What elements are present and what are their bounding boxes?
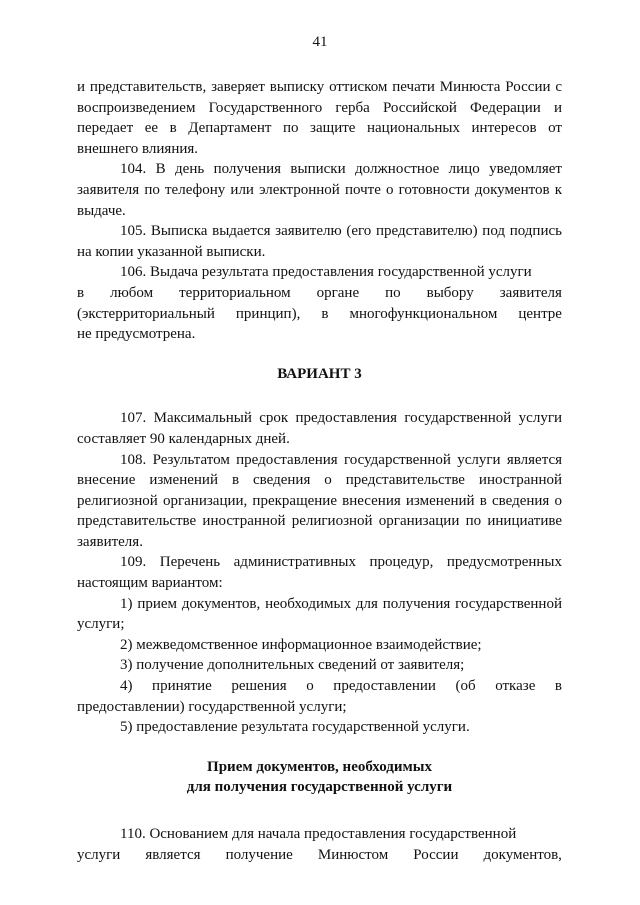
section-heading-line-2: для получения государственной услуги	[186, 779, 453, 796]
paragraph-108: 108. Результатом предоставления государственной услуги является внесение изменений в сведения о представительстве иностранной религиозной организации, прекращение внесения изменений в сведения о представительстве иностранной религиозной организации по инициативе заявителя.	[77, 451, 562, 550]
paragraph-106-line-3	[77, 304, 562, 325]
paragraph-106	[77, 262, 562, 344]
paragraph-106-line-1: 106. Выдача результата предоставления государственной услуги	[120, 264, 532, 281]
paragraph-110-line-2	[77, 845, 562, 866]
paragraph-104: 104. В день получения выписки должностное лицо уведомляет заявителя по телефону или электронной почте о готовности документов к выдаче.	[77, 161, 562, 219]
section-heading-line-1: Прием документов, необходимых	[207, 758, 432, 775]
word: в	[77, 284, 85, 301]
word: в	[321, 305, 329, 322]
page-number: 41	[312, 34, 328, 50]
word: территориальном	[179, 284, 291, 301]
word: принцип),	[235, 305, 301, 322]
word: России	[413, 846, 459, 863]
paragraph-105: 105. Выписка выдается заявителю (его представителю) под подпись на копии указанной выписки.	[77, 223, 562, 260]
word: является	[145, 846, 201, 863]
list-item: 3) получение дополнительных сведений от заявителя;	[120, 657, 465, 674]
word: документов,	[483, 846, 562, 863]
paragraph-106-line-4: не предусмотрена.	[77, 326, 196, 343]
paragraph-109: 109. Перечень административных процедур, предусмотренных настоящим вариантом:	[77, 554, 562, 592]
procedures-list	[77, 594, 562, 738]
document-body	[77, 77, 562, 865]
word: многофункциональном	[349, 305, 498, 322]
list-item: 2) межведомственное информационное взаимодействие;	[120, 636, 482, 653]
paragraph-110	[77, 824, 562, 865]
paragraph-continuation: и представительств, заверяет выписку оттиском печати Минюста России с воспроизведением Государственного герба Российской Федерации и передает ее в Департамент по защите национальных интересов от внешнего влияния.	[77, 79, 562, 157]
paragraph-106-line-2	[77, 283, 562, 304]
word: органе	[316, 284, 360, 301]
word: выбору	[426, 284, 474, 301]
word: по	[385, 284, 401, 301]
word: получение	[225, 846, 293, 863]
paragraph-107: 107. Максимальный срок предоставления государственной услуги составляет 90 календарных дней.	[77, 410, 562, 447]
word: центре	[518, 305, 562, 322]
paragraph-110-line-1: 110. Основанием для начала предоставления государственной	[120, 826, 517, 842]
word: (экстерриториальный	[77, 305, 215, 322]
list-item: 5) предоставление результата государственной услуги.	[120, 719, 470, 736]
variant-heading: ВАРИАНТ 3	[277, 365, 362, 382]
list-item: 1) прием документов, необходимых для получения государственной услуги;	[77, 595, 562, 633]
word: Минюстом	[317, 846, 389, 863]
word: заявителя	[499, 284, 562, 301]
list-item: 4) принятие решения о предоставлении (об отказе в предоставлении) государственной услуги;	[77, 678, 562, 715]
word: любом	[110, 284, 154, 301]
word: услуги	[77, 846, 121, 863]
